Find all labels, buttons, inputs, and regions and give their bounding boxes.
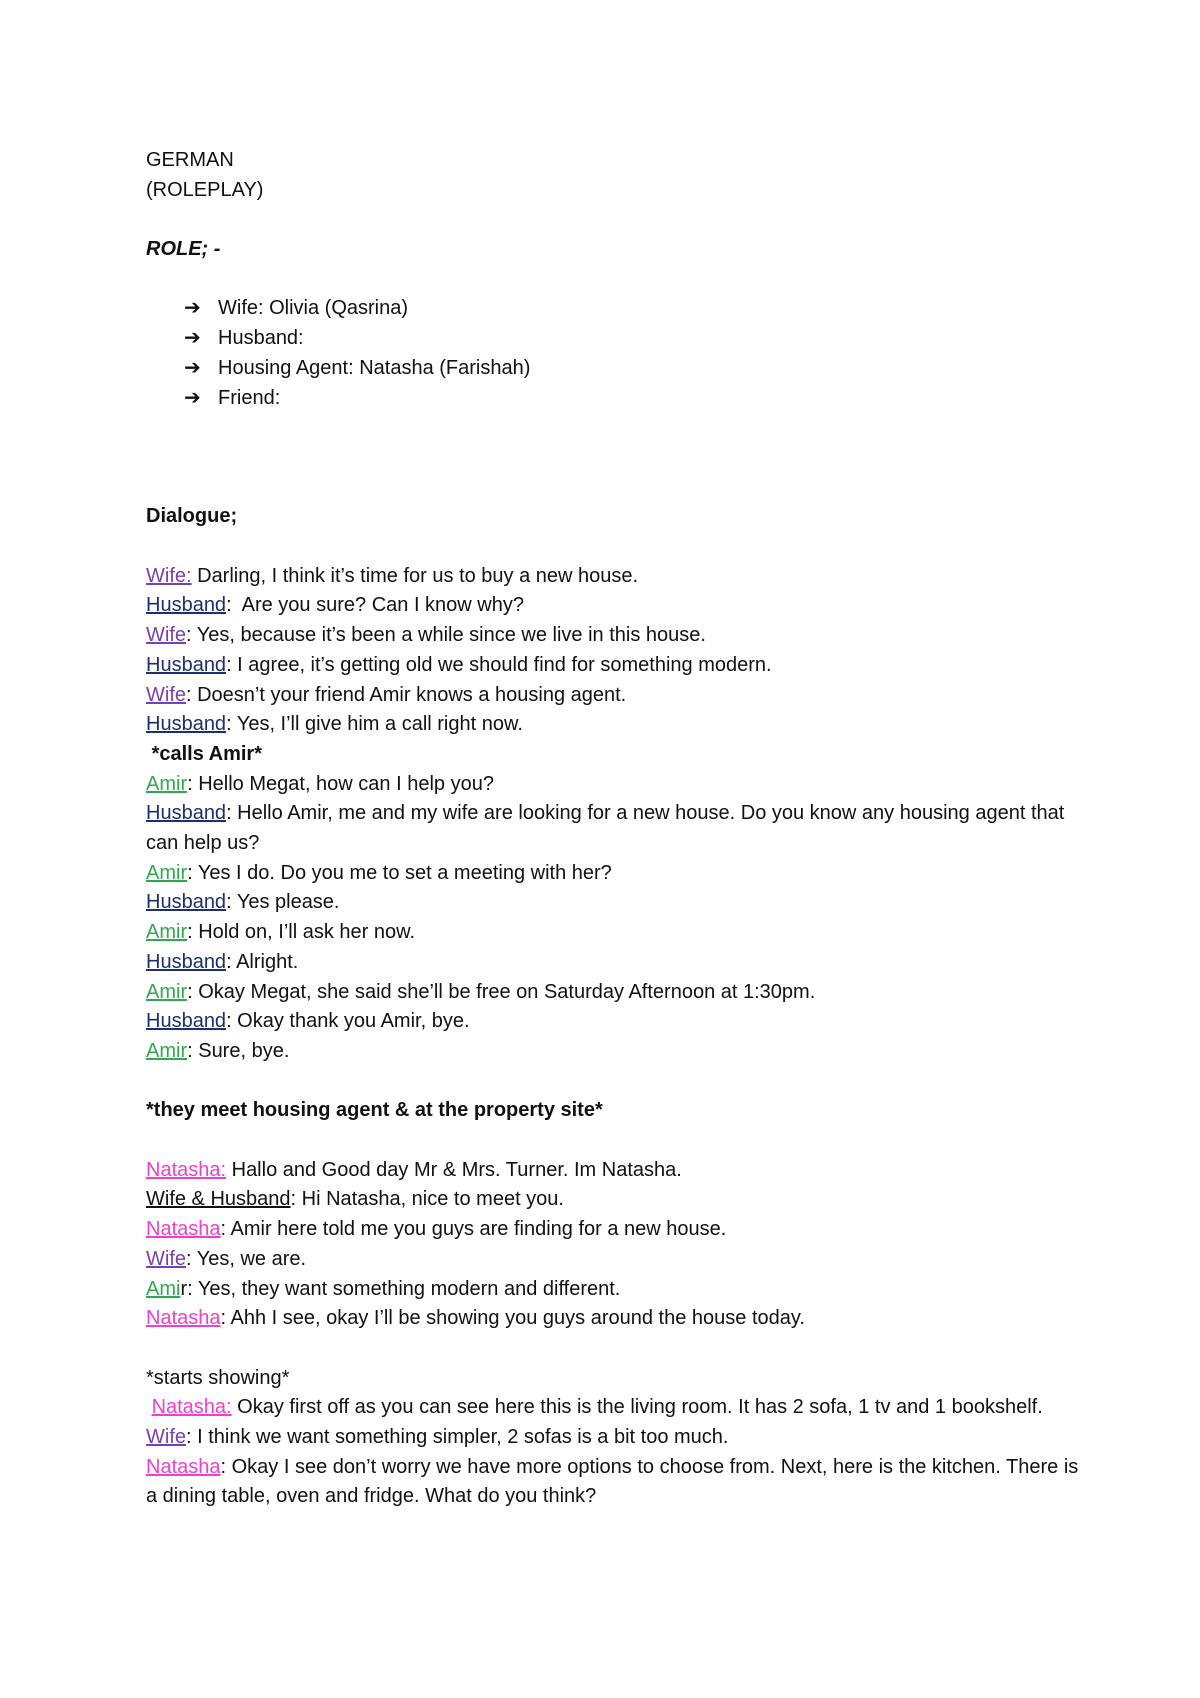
dialogue-line xyxy=(146,948,1086,978)
speaker-natasha: Natasha: xyxy=(151,1396,232,1419)
dialogue-text: : Alright. xyxy=(226,950,299,973)
speaker-amir: Amir xyxy=(146,921,188,944)
doc-title: GERMAN xyxy=(146,149,234,171)
dialogue-line xyxy=(146,1304,1086,1334)
arrow-right-icon: ➔ xyxy=(184,356,201,379)
speaker-natasha: Natasha xyxy=(146,1218,221,1241)
role-text: Wife: Olivia (Qasrina) xyxy=(218,297,409,320)
speaker-wife: Wife: xyxy=(146,564,192,587)
dialogue-text: : Okay I see don’t worry we have more options to choose from. Next, here is the kitchen. There is a dining table, oven and fridge. What do you think? xyxy=(146,1455,1084,1508)
dialogue-text: : Hold on, I’ll ask her now. xyxy=(187,921,415,944)
dialogue-line xyxy=(146,591,1086,621)
dialogue-line xyxy=(146,1245,1086,1275)
dialogue-line xyxy=(146,918,1086,948)
speaker-natasha: Natasha: xyxy=(146,1158,227,1181)
speaker-natasha: Natasha xyxy=(146,1455,221,1478)
dialogue-text: : Are you sure? Can I know why? xyxy=(226,594,524,617)
dialogue-line xyxy=(146,1156,1086,1186)
dialogue-line xyxy=(146,1423,1086,1453)
speaker-amir-tail: r xyxy=(180,1277,188,1300)
dialogue-line xyxy=(146,1215,1086,1245)
dialogue-line xyxy=(146,770,1086,800)
speaker-amir: Amir xyxy=(146,861,188,884)
dialogue-line xyxy=(146,859,1086,889)
dialogue-text: : Doesn’t your friend Amir knows a housing agent. xyxy=(186,683,627,706)
dialogue-line xyxy=(146,978,1086,1008)
role-text: Housing Agent: Natasha (Farishah) xyxy=(218,356,531,379)
role-text: Friend: xyxy=(218,386,281,409)
dialogue-text: : Ahh I see, okay I’ll be showing you guys around the house today. xyxy=(220,1307,805,1330)
speaker-amir: Amir xyxy=(146,980,188,1003)
stage-direction-starts-showing: *starts showing* xyxy=(146,1366,290,1389)
role-item xyxy=(184,294,1086,324)
dialogue-line xyxy=(146,1275,1086,1305)
speaker-amir: Amir xyxy=(146,772,188,795)
document-page xyxy=(146,146,1086,1512)
dialogue-line xyxy=(146,888,1086,918)
dialogue-text: : Yes, because it’s been a while since we live in this house. xyxy=(186,624,706,647)
dialogue-text: : Hello Amir, me and my wife are looking for a new house. Do you know any housing agent that can help us? xyxy=(146,802,1070,855)
dialogue-line xyxy=(146,1185,1086,1215)
dialogue-text: : Hello Megat, how can I help you? xyxy=(187,772,494,795)
dialogue-line xyxy=(146,799,1086,858)
speaker-amir: Amir xyxy=(146,1039,188,1062)
dialogue-line xyxy=(146,681,1086,711)
arrow-right-icon: ➔ xyxy=(184,297,201,320)
dialogue-text: : I agree, it’s getting old we should find for something modern. xyxy=(226,653,772,676)
dialogue-text: : Sure, bye. xyxy=(187,1039,290,1062)
speaker-husband: Husband xyxy=(146,713,227,736)
speaker-wife: Wife xyxy=(146,683,186,706)
stage-direction-meet-agent: *they meet housing agent & at the property site* xyxy=(146,1099,603,1122)
speaker-natasha: Natasha xyxy=(146,1307,221,1330)
dialogue-line xyxy=(146,651,1086,681)
role-list xyxy=(146,294,1086,413)
speaker-husband: Husband xyxy=(146,950,227,973)
dialogue-text: : Yes, I’ll give him a call right now. xyxy=(226,713,523,736)
dialogue-text: Okay first off as you can see here this is the living room. It has 2 sofa, 1 tv and 1 bookshelf. xyxy=(231,1396,1043,1419)
speaker-amir: Ami xyxy=(146,1277,181,1300)
speaker-wife: Wife xyxy=(146,1247,186,1270)
dialogue-text: : Okay thank you Amir, bye. xyxy=(226,1010,470,1033)
dialogue-line xyxy=(146,1037,1086,1067)
role-item xyxy=(184,354,1086,384)
speaker-wife: Wife xyxy=(146,1426,186,1449)
dialogue-line xyxy=(146,621,1086,651)
speaker-husband: Husband xyxy=(146,594,227,617)
dialogue-text: : Yes, we are. xyxy=(186,1247,307,1270)
dialogue-line xyxy=(146,710,1086,740)
dialogue-text: Hallo and Good day Mr & Mrs. Turner. Im Natasha. xyxy=(226,1158,682,1181)
speaker-husband: Husband xyxy=(146,802,227,825)
speaker-wife-and-husband: Wife & Husband xyxy=(146,1188,291,1211)
role-heading: ROLE; - xyxy=(146,238,221,261)
dialogue-text: : Amir here told me you guys are finding for a new house. xyxy=(220,1218,727,1241)
role-item xyxy=(184,384,1086,414)
arrow-right-icon: ➔ xyxy=(184,327,201,350)
role-text: Husband: xyxy=(218,327,304,350)
speaker-husband: Husband xyxy=(146,891,227,914)
dialogue-text: : Yes I do. Do you me to set a meeting with her? xyxy=(187,861,612,884)
dialogue-line xyxy=(146,1007,1086,1037)
speaker-husband: Husband xyxy=(146,653,227,676)
speaker-wife: Wife xyxy=(146,624,186,647)
doc-subtitle: (ROLEPLAY) xyxy=(146,178,264,201)
stage-direction-calls-amir: *calls Amir* xyxy=(146,742,262,765)
role-item xyxy=(184,324,1086,354)
dialogue-text: : Yes, they want something modern and different. xyxy=(187,1277,621,1300)
dialogue-line xyxy=(146,1453,1086,1512)
dialogue-line xyxy=(146,562,1086,592)
speaker-husband: Husband xyxy=(146,1010,227,1033)
dialogue-heading: Dialogue; xyxy=(146,505,238,528)
arrow-right-icon: ➔ xyxy=(184,386,201,409)
dialogue-text: : Okay Megat, she said she’ll be free on Saturday Afternoon at 1:30pm. xyxy=(187,980,816,1003)
dialogue-text: : I think we want something simpler, 2 sofas is a bit too much. xyxy=(186,1426,729,1449)
dialogue-text: : Hi Natasha, nice to meet you. xyxy=(290,1188,564,1211)
dialogue-text: Darling, I think it’s time for us to buy a new house. xyxy=(191,564,639,587)
dialogue-line xyxy=(146,1393,1086,1423)
dialogue-text: : Yes please. xyxy=(226,891,340,914)
